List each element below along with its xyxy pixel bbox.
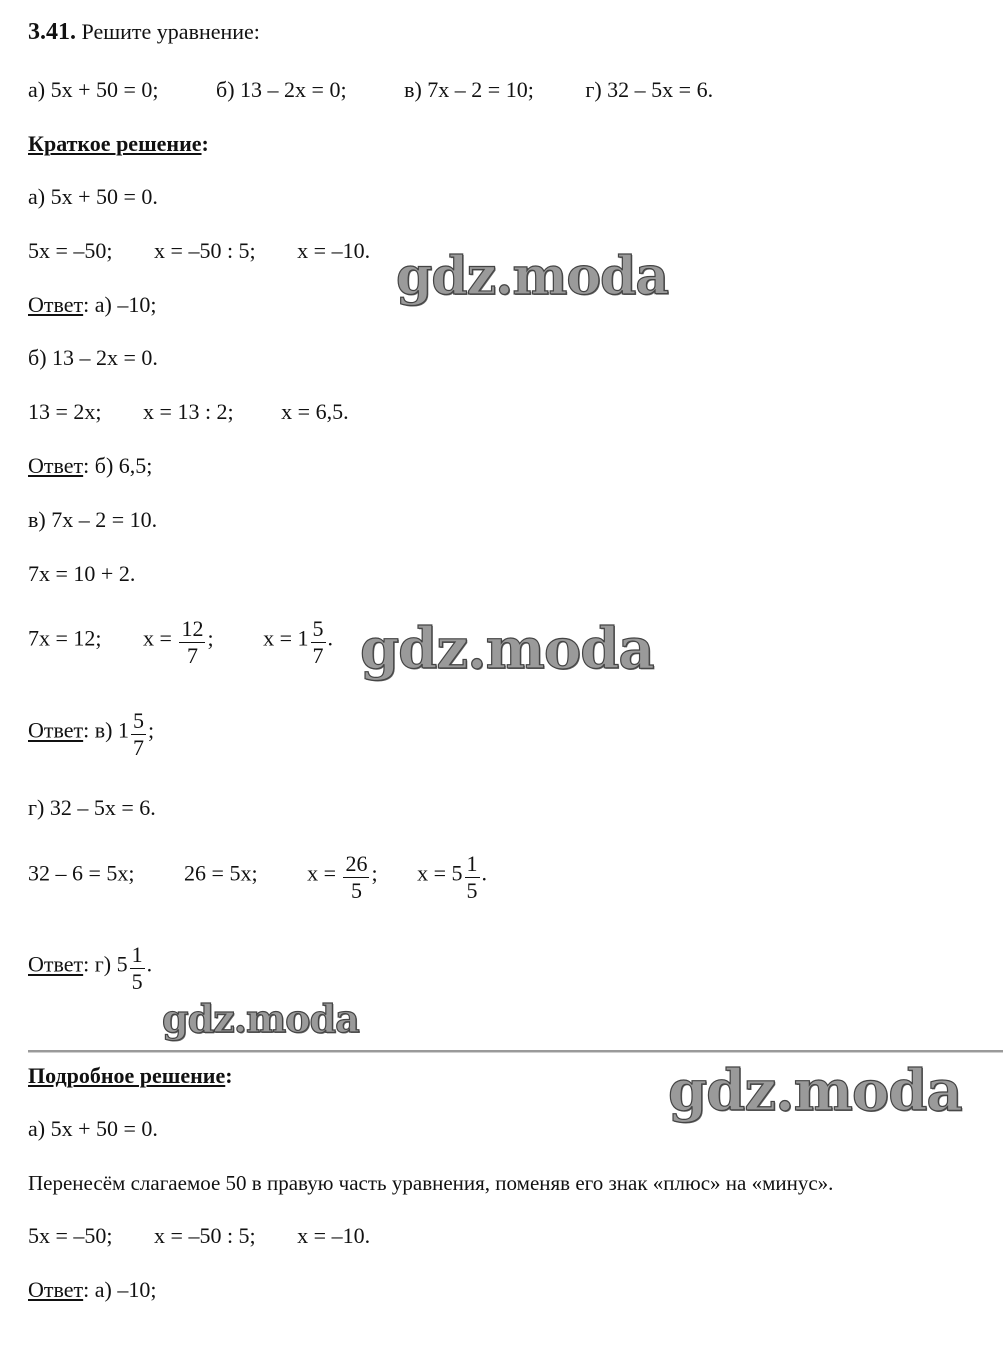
- fraction-numerator: 26: [345, 851, 368, 876]
- fraction-denominator: 5: [466, 878, 478, 903]
- fraction-numerator: 1: [131, 942, 143, 967]
- fraction-denominator: 7: [186, 643, 198, 668]
- fraction: [343, 851, 369, 904]
- short-b-step1: 13 = 2x;: [28, 399, 102, 424]
- answer-value: : б) 6,5;: [83, 453, 153, 478]
- punct: .: [481, 860, 488, 886]
- short-v-step1: 7x = 12;: [28, 625, 102, 651]
- section-divider: [28, 1050, 1003, 1052]
- problem-header: [28, 18, 260, 46]
- watermark: gdz.moda: [162, 996, 359, 1041]
- detailed-a-step2: x = –50 : 5;: [154, 1223, 256, 1248]
- short-v-steps: [28, 614, 333, 667]
- answer-value-pre: : в) 1: [83, 717, 129, 743]
- short-a-equation: а) 5x + 50 = 0.: [28, 184, 158, 209]
- short-b-step3: x = 6,5.: [281, 399, 349, 424]
- short-a-step3: x = –10.: [297, 238, 371, 263]
- short-a-answer: [28, 291, 156, 319]
- fraction-denominator: 5: [131, 969, 143, 994]
- short-g-equation: г) 32 – 5x = 6.: [28, 795, 156, 820]
- detailed-heading-text: Подробное решение: [28, 1063, 226, 1088]
- short-a-step1: 5x = –50;: [28, 238, 113, 263]
- fraction-numerator: 1: [466, 851, 478, 876]
- short-g-step4-pre: x = 5: [417, 860, 463, 886]
- fraction: [130, 942, 145, 995]
- answer-label: Ответ: [28, 717, 84, 743]
- punct: .: [327, 625, 333, 651]
- task-v: в) 7x – 2 = 10;: [404, 77, 534, 102]
- answer-label: Ответ: [28, 951, 84, 977]
- short-b-equation: б) 13 – 2x = 0.: [28, 345, 158, 370]
- fraction: [179, 616, 205, 669]
- short-g-step2: 26 = 5x;: [184, 860, 258, 886]
- fraction-numerator: 5: [312, 616, 324, 641]
- answer-label: Ответ: [28, 292, 84, 317]
- short-solution-heading: [28, 130, 209, 158]
- fraction-numerator: 5: [132, 708, 144, 733]
- short-heading-text: Краткое решение: [28, 131, 202, 156]
- detailed-a-equation: а) 5x + 50 = 0.: [28, 1116, 158, 1141]
- task-a: а) 5x + 50 = 0;: [28, 77, 159, 102]
- answer-value: : а) –10;: [83, 1277, 157, 1302]
- answer-value-pre: : г) 5: [83, 951, 128, 977]
- problem-number: 3.41.: [28, 19, 76, 45]
- short-g-step3-pre: x =: [307, 860, 336, 886]
- short-v-equation: в) 7x – 2 = 10.: [28, 507, 158, 532]
- short-g-steps: [28, 849, 487, 902]
- detailed-a-answer: [28, 1276, 156, 1304]
- task-b: б) 13 – 2x = 0;: [216, 77, 347, 102]
- detailed-a-steps: [28, 1222, 370, 1250]
- short-g-answer: [28, 940, 152, 993]
- fraction: [465, 851, 480, 904]
- short-v-step0: 7x = 10 + 2.: [28, 561, 136, 586]
- detailed-explanation: Перенесём слагаемое 50 в правую часть уравнения, поменяв его знак «плюс» на «минус».: [28, 1171, 834, 1195]
- answer-label: Ответ: [28, 453, 84, 478]
- task-g: г) 32 – 5x = 6.: [585, 77, 714, 102]
- punct: ;: [207, 625, 214, 651]
- detailed-solution-heading: [28, 1062, 233, 1090]
- short-b-step2: x = 13 : 2;: [143, 399, 234, 424]
- short-a-steps: [28, 237, 370, 265]
- punct: .: [146, 951, 153, 977]
- problem-prompt: Решите уравнение:: [81, 19, 260, 44]
- fraction: [131, 708, 146, 761]
- short-b-steps: [28, 398, 349, 426]
- short-a-step2: x = –50 : 5;: [154, 238, 256, 263]
- fraction: [311, 616, 326, 669]
- watermark: gdz.moda: [396, 246, 669, 307]
- watermark: gdz.moda: [668, 1058, 962, 1124]
- punct: ;: [147, 717, 155, 743]
- short-heading-colon: :: [201, 131, 209, 156]
- fraction-numerator: 12: [181, 616, 204, 641]
- detailed-heading-colon: :: [225, 1063, 233, 1088]
- answer-value: : а) –10;: [83, 292, 157, 317]
- answer-label: Ответ: [28, 1277, 84, 1302]
- short-g-step1: 32 – 6 = 5x;: [28, 860, 135, 886]
- short-v-answer: [28, 706, 154, 759]
- short-b-answer: [28, 452, 152, 480]
- fraction-denominator: 7: [132, 735, 144, 760]
- fraction-denominator: 7: [312, 643, 324, 668]
- task-list: [28, 76, 713, 104]
- fraction-denominator: 5: [350, 878, 362, 903]
- watermark: gdz.moda: [360, 616, 654, 682]
- short-v-step3-pre: x = 1: [263, 625, 309, 651]
- punct: ;: [371, 860, 378, 886]
- short-v-step2-pre: x =: [143, 625, 172, 651]
- detailed-a-step3: x = –10.: [297, 1223, 371, 1248]
- detailed-a-step1: 5x = –50;: [28, 1223, 113, 1248]
